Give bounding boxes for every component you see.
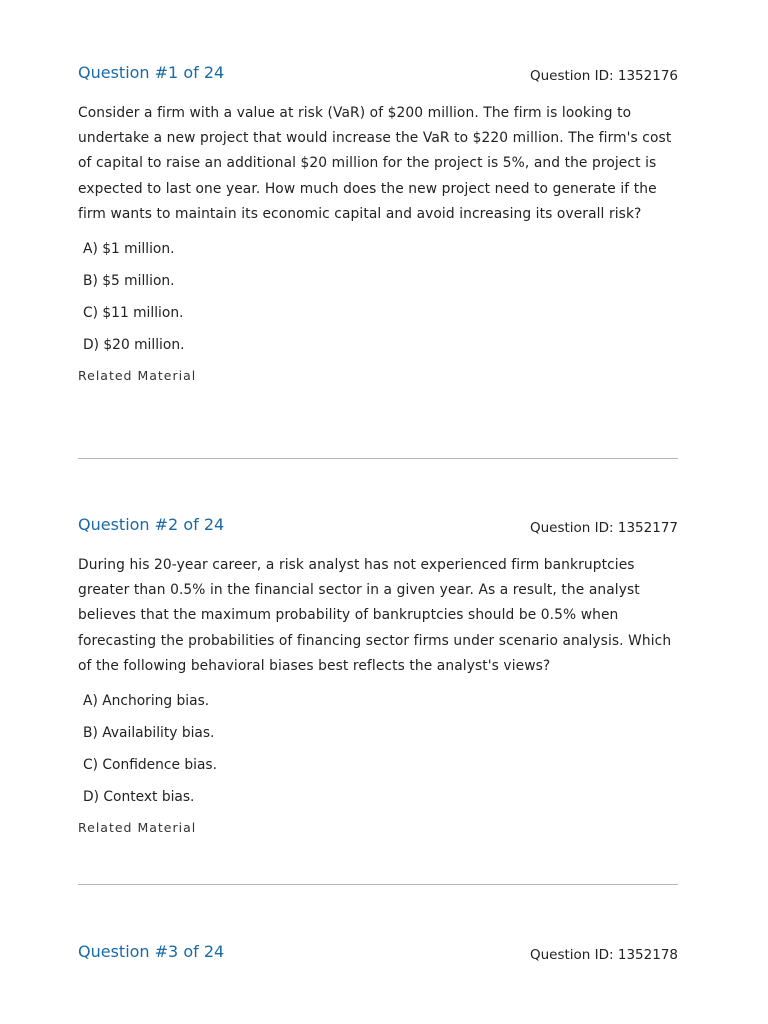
question-divider (78, 458, 678, 459)
question-id: Question ID: 1352176 (529, 68, 678, 84)
answer-list (78, 239, 678, 367)
answer-option-b[interactable]: B) Availability bias. (83, 725, 215, 742)
answer-option-a[interactable]: A) Anchoring bias. (83, 693, 210, 710)
question-text: During his 20-year career, a risk analyst has not experienced firm bankruptcies greater than 0.5% in the financial sector in a given year. As a result, the analyst believes that the maximum probability of bankruptcies should be 0.5% when forecasting the probabilities of financing sector firms under scenario analysis. Which of the following behavioral biases best reflects the analyst's views? (78, 557, 672, 674)
question-title: Question #3 of 24 (78, 942, 225, 961)
question-header (78, 62, 678, 92)
answer-option-a[interactable]: A) $1 million. (83, 241, 175, 258)
question-id: Question ID: 1352177 (529, 520, 678, 536)
answer-list (78, 691, 678, 819)
question-1 (78, 62, 678, 385)
answer-option-c[interactable]: C) Confidence bias. (83, 757, 217, 774)
question-2 (78, 514, 678, 837)
question-3 (78, 941, 678, 971)
question-text: Consider a firm with a value at risk (VaR) of $200 million. The firm is looking to undertake a new project that would increase the VaR to $220 million. The firm's cost of capital to raise an additional $20 million for the project is 5%, and the project is expected to last one year. How much does the new project need to generate if the firm wants to maintain its economic capital and avoid increasing its overall risk? (78, 105, 672, 222)
related-material-link[interactable]: Related Material (78, 368, 197, 384)
question-title: Question #1 of 24 (78, 63, 225, 82)
answer-option-c[interactable]: C) $11 million. (83, 305, 184, 322)
question-divider (78, 884, 678, 885)
question-id: Question ID: 1352178 (529, 947, 678, 963)
answer-option-d[interactable]: D) Context bias. (83, 789, 195, 806)
question-header (78, 941, 678, 971)
related-material-link[interactable]: Related Material (78, 820, 197, 836)
question-header (78, 514, 678, 544)
answer-option-d[interactable]: D) $20 million. (83, 337, 185, 354)
question-title: Question #2 of 24 (78, 515, 225, 534)
answer-option-b[interactable]: B) $5 million. (83, 273, 175, 290)
